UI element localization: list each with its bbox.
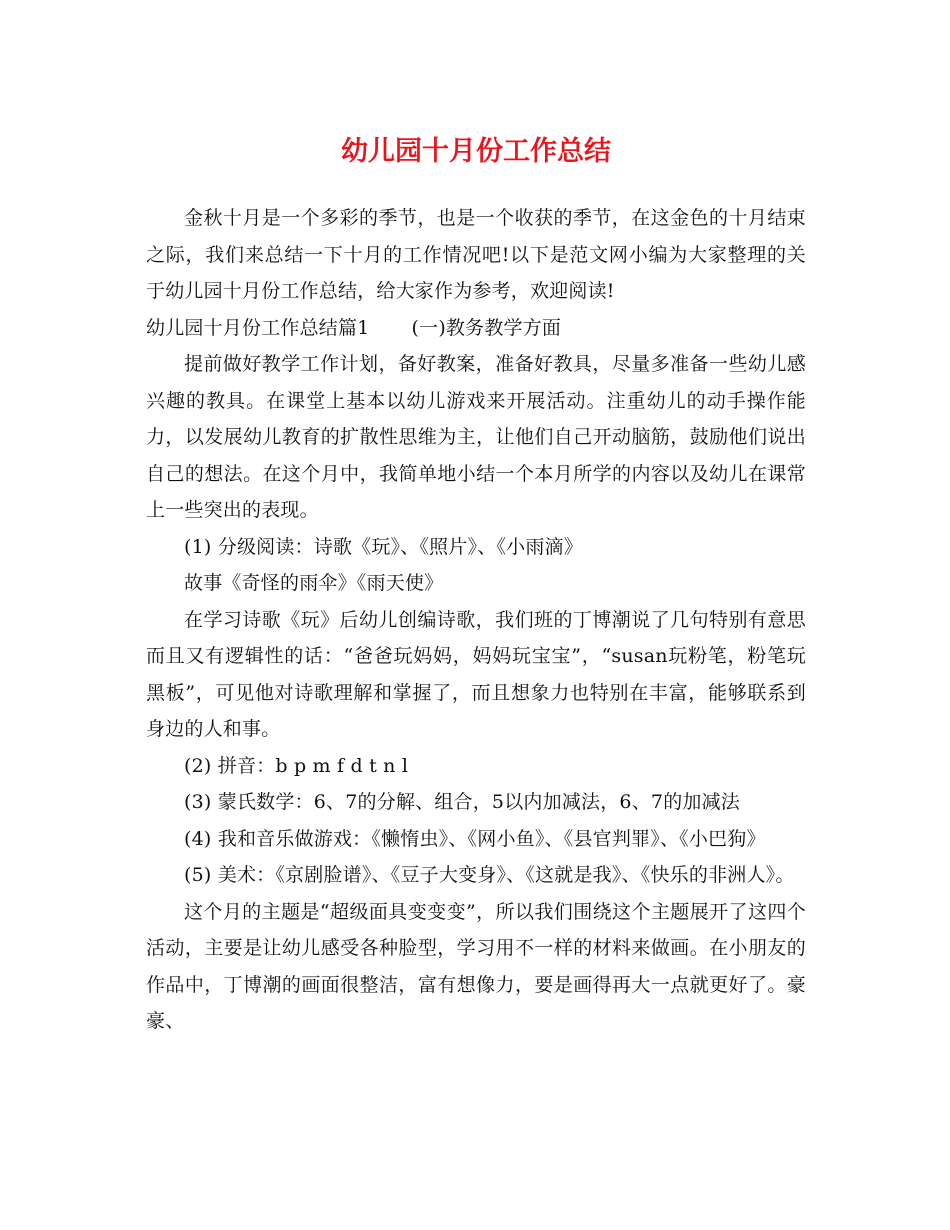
list-item-pinyin: (2) 拼音：b p m f d t n l: [184, 754, 409, 777]
body-paragraph: 这个月的主题是“超级面具变变变”，所以我们围绕这个主题展开了这四个活动，主要是让幼儿感受各种脸型，学习用不一样的材料来做画。在小朋友的作品中，丁博潮的画面很整洁，富有想像力，要是画得再大一点就更好了。豪豪、: [146, 900, 806, 1032]
list-item-math: (3) 蒙氏数学：6、7的分解、组合，5以内加减法，6、7的加减法: [184, 791, 740, 813]
list-item-stories: 故事《奇怪的雨伞》《雨天使》: [184, 572, 444, 594]
list-item-reading: (1) 分级阅读：诗歌《玩》、《照片》、《小雨滴》: [184, 535, 583, 558]
list-item-art: (5) 美术：《京剧脸谱》、《豆子大变身》、《这就是我》、《快乐的非洲人》。: [184, 864, 795, 886]
section-label: 幼儿园十月份工作总结篇1: [146, 316, 370, 339]
body-paragraph: 提前做好教学工作计划，备好教案，准备好教具，尽量多准备一些幼儿感兴趣的教具。在课堂上基本以幼儿游戏来开展活动。注重幼儿的动手操作能力，以发展幼儿教育的扩散性思维为主，让他们自己开动脑筋，鼓励他们说出自己的想法。在这个月中，我简单地小结一个本月所学的内容以及幼儿在课常上一些突出的表现。: [146, 353, 806, 521]
list-item-music: (4) 我和音乐做游戏：《懒惰虫》、《网小鱼》、《县官判罪》、《小巴狗》: [184, 827, 766, 850]
document-title: 幼儿园十月份工作总结: [341, 136, 611, 167]
section-heading: (一)教务教学方面: [411, 316, 562, 339]
intro-paragraph: 金秋十月是一个多彩的季节，也是一个收获的季节，在这金色的十月结束之际，我们来总结一下十月的工作情况吧!以下是范文网小编为大家整理的关于幼儿园十月份工作总结，给大家作为参考，欢迎阅读!: [146, 207, 806, 302]
body-paragraph: 在学习诗歌《玩》后幼儿创编诗歌，我们班的丁博潮说了几句特别有意思而且又有逻辑性的话：“爸爸玩妈妈，妈妈玩宝宝”，“susan玩粉笔，粉笔玩黑板”，可见他对诗歌理解和掌握了，而且想象力也特别在丰富，能够联系到身边的人和事。: [146, 608, 806, 740]
section-heading-line: [146, 310, 806, 347]
document-page: [146, 130, 806, 1040]
